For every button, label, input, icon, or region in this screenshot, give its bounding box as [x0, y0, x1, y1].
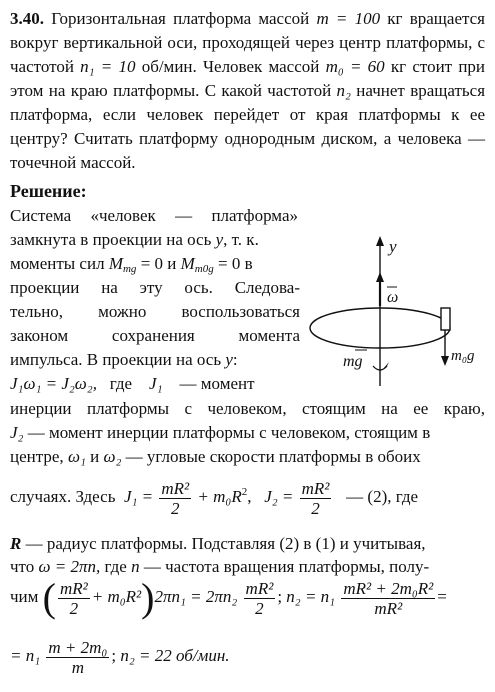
platform-weight-label: mg: [343, 353, 363, 370]
fraction: [58, 579, 90, 618]
fraction-numerator: mR²: [59, 578, 88, 598]
solution-text: =: [437, 587, 447, 606]
left-paren: (: [42, 575, 56, 621]
formula-term: n₂ = n₁: [286, 587, 336, 606]
solution-line-4: проекции на эту ось. Следова-: [10, 278, 300, 297]
problem-line-2: вокруг вертикальной оси, проходящей через центр платформы, с: [10, 33, 485, 52]
solution-line-13: [10, 533, 426, 554]
problem-text: кг стоит при: [390, 57, 486, 76]
formula-term: + m₀R²: [91, 587, 142, 606]
solution-line-10: [10, 422, 430, 443]
platform-diagram: [305, 236, 495, 396]
inertia-formula: J₁ =: [123, 487, 154, 506]
frequency-value: n₁ = 10: [80, 57, 136, 76]
solution-text: что: [10, 557, 35, 576]
solution-text: :: [232, 350, 238, 369]
omega-symbol: ω₂: [103, 447, 122, 466]
solution-text: центре,: [10, 447, 64, 466]
solution-text: = 0 в: [218, 254, 253, 273]
formula-term: = n₁: [10, 646, 41, 665]
omega-formula: ω = 2πn,: [38, 557, 101, 576]
moment-symbol: M: [180, 254, 195, 273]
fraction-denominator: 2: [69, 598, 79, 618]
problem-text: об/мин. Человек массой: [141, 57, 320, 76]
fraction-numerator: mR² + 2m₀R²: [343, 578, 434, 598]
axis-symbol: y: [225, 350, 233, 369]
fraction-numerator: mR²: [301, 478, 330, 498]
problem-number: 3.40.: [10, 9, 44, 28]
solution-line-6: законом сохранения момента: [10, 326, 300, 345]
problem-text: этом на краю платформы. С какой частотой: [10, 81, 332, 100]
omega-label: ω: [387, 289, 399, 306]
fraction-denominator: 2: [311, 498, 320, 518]
solution-text: чим: [10, 587, 39, 606]
problem-line-1: [10, 8, 485, 29]
fraction: [341, 579, 435, 618]
solution-text: — угловые скорости платформы в обоих: [125, 447, 421, 466]
solution-text: ;: [111, 646, 117, 665]
fraction: [300, 479, 332, 518]
person-mass-value: m₀ = 60: [325, 57, 385, 76]
person-marker: [441, 308, 450, 330]
problem-text: частотой: [10, 57, 74, 76]
solution-line-1: Система «человек — платформа»: [10, 206, 298, 225]
solution-line-3: [10, 253, 253, 280]
mass-value: m = 100: [316, 9, 381, 28]
problem-line-3: [10, 56, 485, 77]
solution-heading: Решение:: [10, 181, 87, 201]
person-weight-arrowhead: [441, 356, 449, 366]
right-paren: ): [141, 575, 155, 621]
axis-symbol: y: [215, 230, 224, 249]
radius-symbol: R: [10, 534, 22, 553]
formula-term: 2πn₁ = 2πn₂: [154, 587, 238, 606]
y-axis-label: y: [389, 237, 397, 256]
inertia-symbol: J₂: [10, 423, 24, 442]
solution-line-12: случаях. Здесь J₁ = $\frac{\text{mR²}}{2}$ + $m_0R^2$, J₂ = $\frac{\text{mR²}}{2}$ — (2), где: [10, 478, 419, 518]
solution-line-15: [10, 575, 447, 619]
solution-line-9: инерции платформы с человеком, стоящим на ее краю,: [10, 399, 485, 418]
fraction: [159, 479, 191, 518]
fraction-denominator: mR²: [374, 598, 403, 618]
problem-text: Горизонтальная платформа массой: [51, 9, 310, 28]
inertia-symbol: J₁: [149, 374, 163, 393]
solution-text: — радиус платформы. Подставляя (2) в (1) и учитывая,: [25, 534, 426, 553]
problem-line-7: точечной массой.: [10, 153, 136, 172]
fraction-numerator: mR²: [161, 478, 190, 498]
solution-text: — момент инерции платформы с человеком, стоящим в: [27, 423, 431, 442]
solution-text: моменты сил: [10, 254, 105, 273]
problem-text: кг вращается: [387, 9, 485, 28]
solution-line-16: [10, 634, 230, 678]
solution-text: ,: [247, 487, 252, 506]
formula-term: + m₀R: [197, 487, 242, 506]
fraction-denominator: 2: [171, 498, 180, 518]
person-weight-label: m₀g: [451, 348, 475, 364]
problem-line-6: центру? Считать платформу однородным диском, а человека —: [10, 129, 485, 148]
solution-text: где: [109, 374, 133, 393]
moment-symbol: M: [108, 254, 123, 273]
solution-line-5: тельно, можно воспользоваться: [10, 302, 300, 321]
moment-subscript: m0g: [194, 263, 214, 275]
problem-line-4: [10, 80, 485, 101]
fraction-denominator: m: [71, 657, 84, 677]
unknown-frequency: n₂: [336, 81, 351, 100]
solution-text: , т. к.: [223, 230, 259, 249]
solution-text: где: [104, 557, 127, 576]
solution-line-14: [10, 556, 429, 577]
solution-text: = 0 и: [140, 254, 177, 273]
solution-text: случаях. Здесь: [10, 487, 116, 506]
solution-line-7: [10, 349, 238, 370]
fraction-denominator: 2: [255, 598, 264, 618]
solution-line-11: [10, 446, 421, 467]
solution-text: — момент: [179, 374, 255, 393]
inertia-formula: J₂ =: [264, 487, 294, 506]
frequency-symbol: n: [131, 557, 140, 576]
fraction-numerator: mR²: [245, 578, 274, 598]
problem-text: начнет вращаться: [356, 81, 486, 100]
solution-text: — частота вращения платформы, полу-: [143, 557, 430, 576]
fraction: [46, 638, 109, 677]
conservation-equation: J₁ω₁ = J₂ω₂,: [10, 374, 97, 393]
solution-text: замкнута в проекции на ось: [10, 230, 212, 249]
solution-text: — (2), где: [346, 487, 419, 506]
solution-line-8: [10, 373, 255, 394]
solution-line-2: [10, 229, 259, 250]
solution-text: ;: [277, 587, 283, 606]
omega-arrowhead: [376, 272, 384, 282]
solution-text: и: [90, 447, 100, 466]
fraction-numerator: m + 2m₀: [48, 637, 108, 657]
fraction: [244, 579, 276, 618]
answer: n₂ = 22 об/мин.: [120, 646, 230, 665]
solution-text: импульса. В проекции на ось: [10, 350, 222, 369]
y-axis-arrowhead: [376, 236, 384, 246]
moment-subscript: mg: [122, 263, 137, 275]
problem-line-5: платформа, если человек перейдет от края платформы к ее: [10, 105, 485, 124]
omega-symbol: ω₁: [67, 447, 86, 466]
